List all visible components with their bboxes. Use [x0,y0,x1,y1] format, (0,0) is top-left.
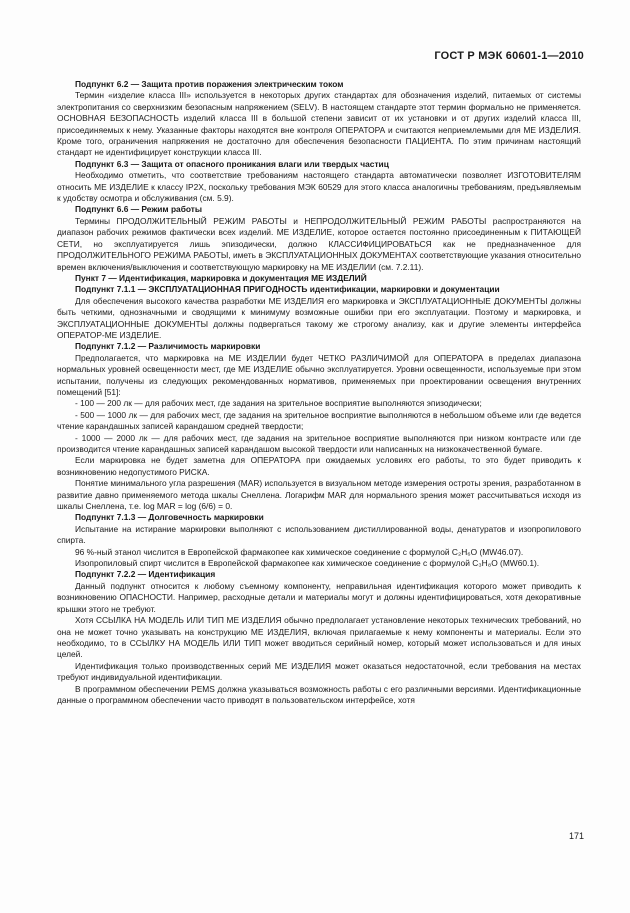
section-heading: Подпункт 6.2 — Защита против поражения электрическим током [75,79,344,89]
paragraph: В программном обеспечении PEMS должна указываться возможность работы с его различными версиями. Идентификационные данные о программном обеспечении часто приводят в пользовательском интерфейсе, хотя [57,683,581,705]
paragraph: - 100 — 200 лк — для рабочих мест, где задания на зрительное восприятие выполняются эпизодически; [75,398,482,409]
paragraph: Данный подпункт относится к любому съемному компоненту, неправильная идентификация которого может приводить к возникновению ОПАСНОСТИ. Например, расходные детали и материалы могут и должны идентифицироваться, хотя декоративные крышки этого не требуют. [57,580,581,614]
section-heading: Подпункт 7.1.1 — ЭКСПЛУАТАЦИОННАЯ ПРИГОДНОСТЬ идентификации, маркировки и документации [75,284,500,295]
paragraph: - 500 — 1000 лк — для рабочих мест, где задания на зрительное восприятие выполняются в небольшом объеме или где ведется чтение карандашных записей карандашом средней твердости; [57,409,581,432]
standard-header: ГОСТ Р МЭК 60601-1—2010 [434,50,584,62]
document-body [57,79,581,706]
paragraph: Термин «изделие класса III» используется в некоторых других стандартах для обозначения изделий, питаемых от системы электропитания со сверхнизким безопасным напряжением (SELV). В настоящем стандарте этот термин формально не применяется. ОСНОВНАЯ БЕЗОПАСНОСТЬ изделий класса III в большой степени зависит от их установки и от других изделий класса III, присоединяемых к нему. Указанные факторы находятся вне контроля ОПЕРАТОРА и считаются неприемлемыми для МЕ ИЗДЕЛИЯ. Кроме того, ограничения напряжения не достаточно для обеспечения безопасности ПАЦИЕНТА. По этим причинам настоящий стандарт не идентифицирует конструкции класса III. [57,90,581,158]
paragraph: Если маркировка не будет заметна для ОПЕРАТОРА при ожидаемых условиях его работы, то это будет приводить к возникновению недопустимого РИСКА. [57,455,581,477]
paragraph: Необходимо отметить, что соответствие требованиям настоящего стандарта автоматически позволяет ИЗГОТОВИТЕЛЯМ относить МЕ ИЗДЕЛИЕ к классу IP2X, поскольку требования МЭК 60529 для этого класса аналогичны требованиям, предъявляемым к удобству осмотра и обслуживания (см. 5.9). [57,170,581,204]
paragraph: - 1000 — 2000 лк — для рабочих мест, где задания на зрительное восприятие выполняются при низком контрасте или где производится чтение карандашных записей карандашом высокой твердости или написанных на низкокачественной бумаге. [57,432,581,454]
paragraph: Идентификация только производственных серий МЕ ИЗДЕЛИЯ может оказаться недостаточной, если требования на местах требуют индивидуальной идентификации. [57,660,581,683]
section-heading: Подпункт 7.2.2 — Идентификация [75,569,216,580]
section-heading: Подпункт 7.1.2 — Различимость маркировки [75,341,261,352]
paragraph: Изопропиловый спирт числится в Европейской фармакопее как химическое соединение с формулой C₃H₈O (MW60.1). [75,558,540,569]
page-number: 171 [568,831,584,841]
paragraph: Для обеспечения высокого качества разработки МЕ ИЗДЕЛИЯ его маркировка и ЭКСПЛУАТАЦИОННЫЕ ДОКУМЕНТЫ должны быть четкими, однозначными и сводящими к минимуму возможные ошибки при его эксплуатации. Поэтому и маркировка, и ЭКСПЛУАТАЦИОННЫЕ ДОКУМЕНТЫ должны подвергаться такому же строгому анализу, как и другие элементы интерфейса ОПЕРАТОР-МЕ ИЗДЕЛИЕ. [57,295,581,340]
section-heading: Подпункт 6.6 — Режим работы [75,204,203,215]
paragraph: 96 %-ный этанол числится в Европейской фармакопее как химическое соединение с формулой C₂H₆O (MW46.07). [75,546,524,557]
section-heading: Подпункт 7.1.3 — Долговечность маркировки [75,512,264,523]
paragraph: Хотя ССЫЛКА НА МОДЕЛЬ ИЛИ ТИП МЕ ИЗДЕЛИЯ обычно предполагает установление некоторых технических требований, но она не может точно указывать на конструкцию МЕ ИЗДЕЛИЯ, включая прилагаемые к нему компоненты и материалы. Если это необходимо, то в ССЫЛКУ НА МОДЕЛЬ ИЛИ ТИП может вводиться серийный номер, который может использоваться и для иных целей. [57,615,581,660]
section-heading: Подпункт 6.3 — Защита от опасного проникания влаги или твердых частиц [75,158,389,169]
section-heading: Пункт 7 — Идентификация, маркировка и документация МЕ ИЗДЕЛИЙ [75,272,367,283]
paragraph: Термины ПРОДОЛЖИТЕЛЬНЫЙ РЕЖИМ РАБОТЫ и НЕПРОДОЛЖИТЕЛЬНЫЙ РЕЖИМ РАБОТЫ распространяются на диапазон рабочих режимов фактически всех изделий. МЕ ИЗДЕЛИЕ, которое остается постоянно присоединенным к ПИТАЮЩЕЙ СЕТИ, но эксплуатируется лишь эпизодически, должно КЛАССИФИЦИРОВАТЬСЯ как не предназначенное для ПРОДОЛЖИТЕЛЬНОГО РЕЖИМА РАБОТЫ, иметь в ЭКСПЛУАТАЦИОННЫХ ДОКУМЕНТАХ соответствующие указания относительно времен включения/выключения и соответствующую маркировку на МЕ ИЗДЕЛИИ (см. 7.2.11). [57,215,581,272]
paragraph: Понятие минимального угла разрешения (MAR) используется в визуальном методе измерения остроты зрения, разработанном в развитие давно применяемого метода шкалы Снеллена. Логарифм MAR для нормального зрения может рассчитываться исходя из шкалы Снеллена, т.е. log MAR = log (6/6) = 0. [57,478,581,512]
paragraph: Предполагается, что маркировка на МЕ ИЗДЕЛИИ будет ЧЕТКО РАЗЛИЧИМОЙ для ОПЕРАТОРА в пределах диапазона нормальных уровней освещенности мест, где МЕ ИЗДЕЛИЕ обычно эксплуатируется. Уровни освещенности, используемые при этом испытании, получены из следующих рекомендованных нормативов, применяемых при проектировании освещения внутренних помещений [51]: [57,352,581,397]
paragraph: Испытание на истирание маркировки выполняют с использованием дистиллированной воды, денатуратов и изопропилового спирта. [57,523,581,546]
